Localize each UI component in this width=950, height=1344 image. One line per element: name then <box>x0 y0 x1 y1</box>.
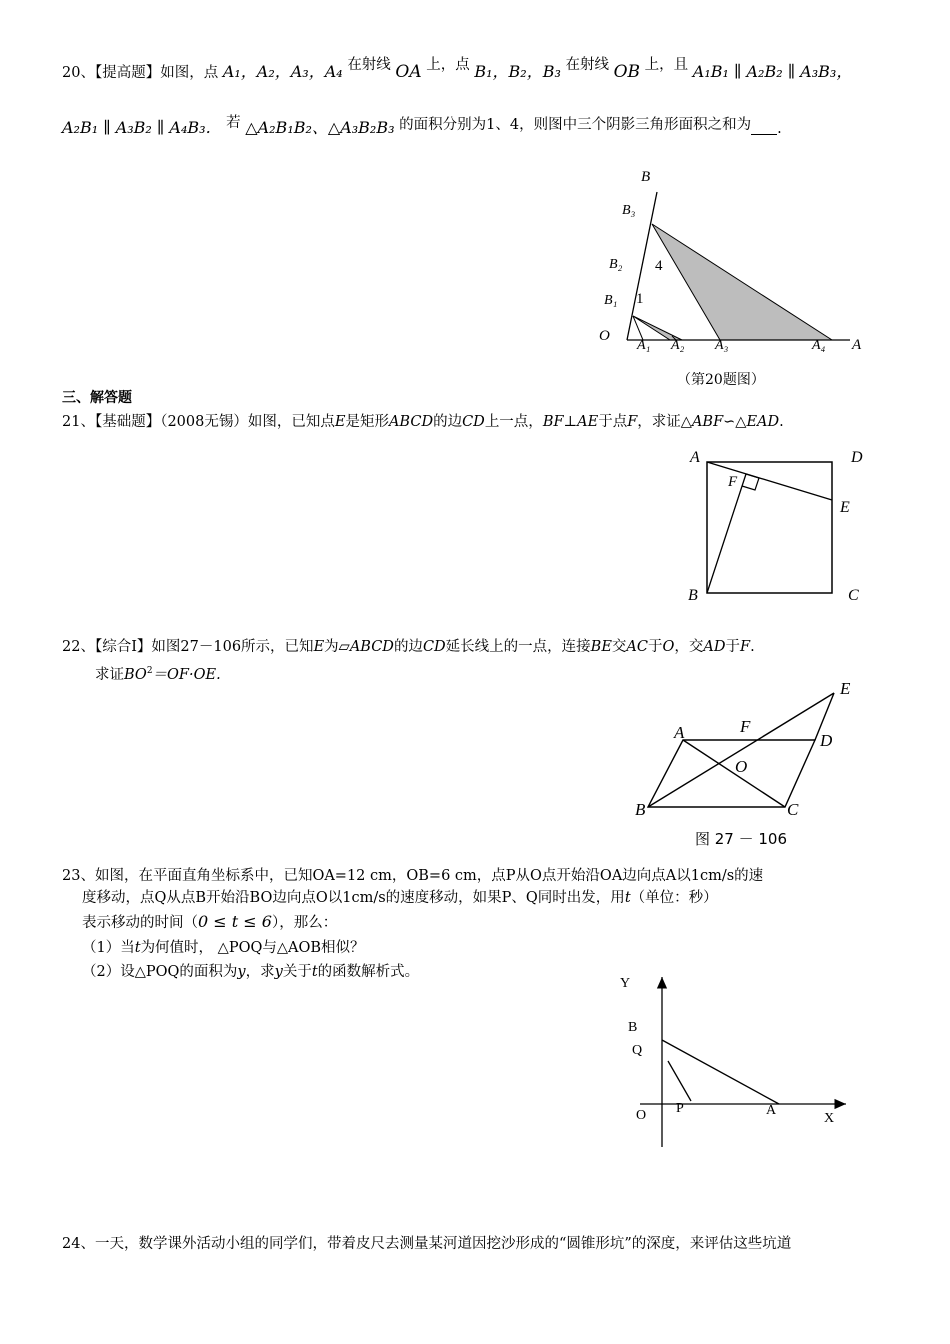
label-b: B <box>641 169 651 185</box>
svg-text:B₃: B₃ <box>622 203 636 218</box>
svg-text:A: A <box>674 723 685 742</box>
q23-figure <box>610 965 860 1155</box>
svg-text:O: O <box>636 1108 647 1123</box>
svg-text:B₁: B₁ <box>604 293 618 308</box>
segment-ab <box>662 1040 779 1104</box>
q23-subquestion-2: （2）设△POQ的面积为y，求y关于t的函数解析式。 <box>82 964 420 980</box>
svg-text:A₂: A₂ <box>671 338 685 353</box>
q23-subquestion-1: （1）当t为何值时， △POQ与△AOB相似？ <box>82 940 365 956</box>
q20-figure <box>590 160 880 360</box>
q21-figure <box>680 440 880 610</box>
svg-text:A: A <box>690 449 700 466</box>
segment-ae <box>707 462 832 500</box>
shaded-triangle-large <box>652 224 832 340</box>
q22-proof-line: 求证$BO^2=OF\cdot OE$. <box>95 666 221 683</box>
parallel-chain-1: A₁B₁ ∥ A₂B₂ ∥ A₃B₃， <box>692 62 853 81</box>
svg-text:A: A <box>766 1103 777 1118</box>
svg-text:C: C <box>848 587 859 604</box>
svg-text:E: E <box>840 679 851 698</box>
q23-line-3: 表示移动的时间（0 ≤ t ≤ 6），那么： <box>82 912 338 931</box>
q20-line-1: 20、【提高题】如图，点 A₁，A₂，A₃，A₄ 在射线 OA 上，点 B₁，B₂，B₃ 在射线 OB 上，且 A₁B₁ ∥ A₂B₂ ∥ A₃B₃， <box>62 57 853 82</box>
q22-text: 22、【综合Ⅰ】如图27－106所示，已知E为▱ABCD的边CD延长线上的一点，连接BE交AC于O，交AD于F. <box>62 639 755 655</box>
section-heading: 三、解答题 <box>62 390 132 406</box>
svg-text:B₂: B₂ <box>609 257 623 272</box>
svg-text:O: O <box>735 757 748 776</box>
q21-text: 21、【基础题】（2008无锡）如图，已知点E是矩形ABCD的边CD上一点，BF⊥AE于点F，求证△ABF∽△EAD. <box>62 414 784 430</box>
q22-figure <box>630 675 870 850</box>
triangles: △A₂B₁B₂、△A₃B₂B₃ <box>245 118 395 137</box>
points-a: A₁，A₂，A₃，A₄ <box>222 62 343 81</box>
svg-text:Y: Y <box>620 976 631 991</box>
svg-text:D: D <box>851 449 863 466</box>
svg-text:B: B <box>635 800 646 819</box>
svg-text:B: B <box>688 587 698 604</box>
svg-text:F: F <box>740 717 751 736</box>
q20-line-2: A₂B₁ ∥ A₃B₂ ∥ A₄B₃． 若 △A₂B₁B₂、△A₃B₂B₃ 的面积分别为1、4，则图中三个阴影三角形面积之和为 . <box>62 115 782 137</box>
svg-text:A: A <box>852 337 862 353</box>
svg-text:X: X <box>824 1111 835 1126</box>
area-label-4: 4 <box>655 258 663 274</box>
svg-text:B: B <box>628 1020 638 1035</box>
points-b: B₁，B₂，B₃ <box>474 62 561 81</box>
svg-text:Q: Q <box>632 1043 643 1058</box>
area-label-1: 1 <box>636 291 644 307</box>
segment-ac <box>683 740 785 807</box>
svg-text:C: C <box>787 800 799 819</box>
shaded-triangle-small <box>633 316 682 340</box>
q24-text: 24、一天，数学课外活动小组的同学们，带着皮尺去测量某河道因挖沙形成的“圆锥形坑”的深度，来评估这些坑道 <box>62 1236 792 1252</box>
q23-line-1: 23、如图，在平面直角坐标系中，已知OA=12 cm，OB=6 cm，点P从O点开始沿OA边向点A以1cm/s的速 <box>62 868 764 884</box>
svg-text:D: D <box>820 731 833 750</box>
svg-text:O: O <box>599 328 610 344</box>
q22-caption: 图 27 － 106 <box>695 830 788 848</box>
parallel-chain-2: A₂B₁ ∥ A₃B₂ ∥ A₄B₃． <box>62 118 222 137</box>
parallelogram-abcd <box>648 740 815 807</box>
q23-line-2: 度移动，点Q从点B开始沿BO边向点O以1cm/s的速度移动，如果P、Q同时出发，用t（单位：秒） <box>82 890 718 906</box>
svg-text:F: F <box>728 474 738 490</box>
svg-text:A₁: A₁ <box>637 338 651 353</box>
svg-text:E: E <box>840 499 850 516</box>
svg-text:P: P <box>676 1101 684 1116</box>
svg-text:A₄: A₄ <box>812 338 826 353</box>
segment-be <box>648 693 834 807</box>
svg-text:A₃: A₃ <box>715 338 729 353</box>
segment-pq <box>668 1061 691 1101</box>
answer-blank[interactable] <box>751 120 777 135</box>
q20-caption: （第20题图） <box>677 372 765 388</box>
segment-bf <box>707 474 746 593</box>
